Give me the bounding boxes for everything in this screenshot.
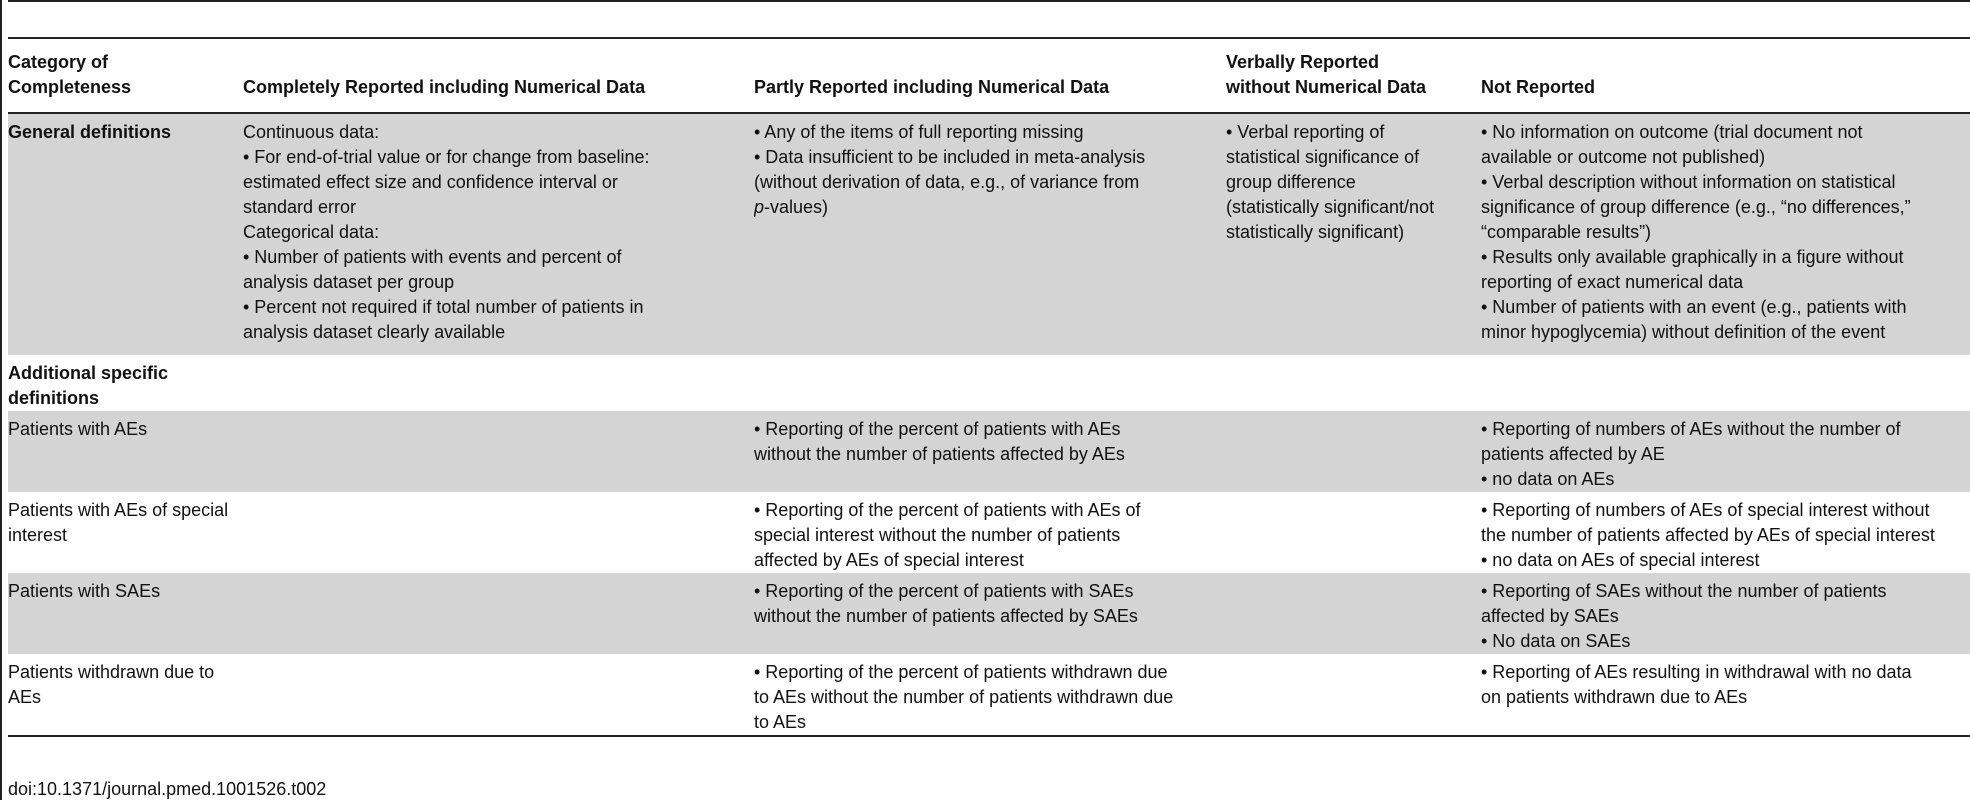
- table-body: [8, 113, 1970, 736]
- cell-line: Patients with AEs: [8, 419, 148, 439]
- cell-line: to AEs without the number of patients withdrawn due: [754, 687, 1174, 707]
- cell-line: Patients with SAEs: [8, 581, 161, 601]
- cell-line: • no data on AEs of special interest: [1481, 550, 1760, 570]
- cell-line: • Verbal description without information on statistical: [1481, 172, 1896, 192]
- header-text: Completeness: [8, 77, 132, 97]
- header-text: Completely Reported including Numerical Data: [243, 77, 646, 97]
- cell-line: without the number of patients affected by SAEs: [754, 606, 1138, 626]
- cell-line: • Number of patients with events and percent of: [243, 247, 622, 267]
- cell-line: (statistically significant/not: [1226, 197, 1435, 217]
- cell-not-reported: [1481, 573, 1970, 654]
- cell-line: the number of patients affected by AEs of special interest: [1481, 525, 1935, 545]
- cell-verbally-reported: [1226, 573, 1481, 654]
- table-row: [8, 411, 1970, 492]
- header-verbally-reported: [1226, 38, 1481, 113]
- cell-line: • For end-of-trial value or for change from baseline:: [243, 147, 650, 167]
- cell-line: interest: [8, 525, 68, 545]
- completeness-table-container: [8, 37, 1970, 737]
- doi-caption: doi:10.1371/journal.pmed.1001526.t002: [8, 779, 327, 799]
- cell-line: “comparable results”): [1481, 222, 1652, 242]
- cell-partly-reported: [754, 492, 1226, 573]
- cell-line: analysis dataset per group: [243, 272, 455, 292]
- left-border-rule: [0, 0, 2, 800]
- table-row: [8, 654, 1970, 736]
- completeness-table: [8, 37, 1970, 737]
- header-text: Not Reported: [1481, 77, 1595, 97]
- cell-line: on patients withdrawn due to AEs: [1481, 687, 1748, 707]
- cell-partly-reported: [754, 355, 1226, 411]
- cell-verbally-reported: [1226, 411, 1481, 492]
- header-completely-reported: [243, 38, 754, 113]
- cell-line: • no data on AEs: [1481, 469, 1615, 489]
- cell-category: [8, 654, 243, 736]
- cell-line: significance of group difference (e.g., “no differences,”: [1481, 197, 1911, 217]
- cell-line: • Reporting of AEs resulting in withdrawal with no data: [1481, 662, 1912, 682]
- cell-category: [8, 355, 243, 411]
- cell-verbally-reported: [1226, 654, 1481, 736]
- header-partly-reported: [754, 38, 1226, 113]
- cell-not-reported: [1481, 492, 1970, 573]
- cell-line: minor hypoglycemia) without definition of the event: [1481, 322, 1886, 342]
- cell-category: [8, 411, 243, 492]
- cell-not-reported: [1481, 411, 1970, 492]
- cell-verbally-reported: [1226, 355, 1481, 411]
- cell-line: • Verbal reporting of: [1226, 122, 1385, 142]
- cell-completely-reported: [243, 654, 754, 736]
- cell-line: affected by SAEs: [1481, 606, 1619, 626]
- cell-line: available or outcome not published): [1481, 147, 1766, 167]
- cell-line: definitions: [8, 388, 99, 408]
- cell-line: • Reporting of numbers of AEs without the number of: [1481, 419, 1901, 439]
- table-row: [8, 492, 1970, 573]
- cell-line: without the number of patients affected by AEs: [754, 444, 1125, 464]
- cell-completely-reported: [243, 411, 754, 492]
- cell-line: • Results only available graphically in a figure without: [1481, 247, 1904, 267]
- cell-not-reported: [1481, 113, 1970, 355]
- header-text: without Numerical Data: [1226, 77, 1427, 97]
- cell-partly-reported: [754, 411, 1226, 492]
- cell-line: • Any of the items of full reporting missing: [754, 122, 1084, 142]
- cell-category: [8, 113, 243, 355]
- cell-completely-reported: [243, 492, 754, 573]
- cell-line: affected by AEs of special interest: [754, 550, 1024, 570]
- cell-line: Categorical data:: [243, 222, 380, 242]
- cell-category: [8, 492, 243, 573]
- cell-line: • Reporting of the percent of patients with AEs: [754, 419, 1121, 439]
- table-header-row: [8, 38, 1970, 113]
- cell-line: p-values): [754, 197, 829, 217]
- table-row: [8, 113, 1970, 355]
- table-row: [8, 355, 1970, 411]
- cell-completely-reported: [243, 355, 754, 411]
- cell-line: patients affected by AE: [1481, 444, 1665, 464]
- top-border-rule: [8, 0, 1970, 2]
- cell-line: • Data insufficient to be included in meta-analysis: [754, 147, 1146, 167]
- cell-line: • Reporting of the percent of patients withdrawn due: [754, 662, 1168, 682]
- header-not-reported: [1481, 38, 1970, 113]
- cell-line: reporting of exact numerical data: [1481, 272, 1744, 292]
- cell-line: • Reporting of the percent of patients with AEs of: [754, 500, 1141, 520]
- cell-completely-reported: [243, 113, 754, 355]
- cell-verbally-reported: [1226, 492, 1481, 573]
- cell-completely-reported: [243, 573, 754, 654]
- cell-line: statistical significance of: [1226, 147, 1420, 167]
- cell-line: estimated effect size and confidence interval or: [243, 172, 618, 192]
- cell-line: Patients with AEs of special: [8, 500, 229, 520]
- cell-line: (without derivation of data, e.g., of variance from: [754, 172, 1140, 192]
- cell-line: • Reporting of SAEs without the number of patients: [1481, 581, 1887, 601]
- cell-line: to AEs: [754, 712, 807, 732]
- cell-line: • Reporting of numbers of AEs of special interest without: [1481, 500, 1930, 520]
- header-category: [8, 38, 243, 113]
- cell-line: special interest without the number of patients: [754, 525, 1121, 545]
- cell-line: • Reporting of the percent of patients with SAEs: [754, 581, 1134, 601]
- cell-partly-reported: [754, 573, 1226, 654]
- cell-line: standard error: [243, 197, 357, 217]
- cell-partly-reported: [754, 113, 1226, 355]
- cell-line: • No information on outcome (trial document not: [1481, 122, 1863, 142]
- cell-line: analysis dataset clearly available: [243, 322, 506, 342]
- cell-line: Continuous data:: [243, 122, 380, 142]
- cell-line: group difference: [1226, 172, 1356, 192]
- cell-line: Additional specific: [8, 363, 169, 383]
- cell-partly-reported: [754, 654, 1226, 736]
- cell-line: statistically significant): [1226, 222, 1405, 242]
- cell-line: Patients withdrawn due to: [8, 662, 215, 682]
- header-text: Verbally Reported: [1226, 52, 1380, 72]
- cell-not-reported: [1481, 654, 1970, 736]
- cell-line: • Number of patients with an event (e.g., patients with: [1481, 297, 1907, 317]
- cell-not-reported: [1481, 355, 1970, 411]
- header-text: Partly Reported including Numerical Data: [754, 77, 1110, 97]
- cell-line: • No data on SAEs: [1481, 631, 1631, 651]
- cell-line: General definitions: [8, 122, 172, 142]
- cell-line: AEs: [8, 687, 42, 707]
- table-row: [8, 573, 1970, 654]
- cell-line: • Percent not required if total number of patients in: [243, 297, 644, 317]
- cell-verbally-reported: [1226, 113, 1481, 355]
- cell-category: [8, 573, 243, 654]
- header-text: Category of: [8, 52, 109, 72]
